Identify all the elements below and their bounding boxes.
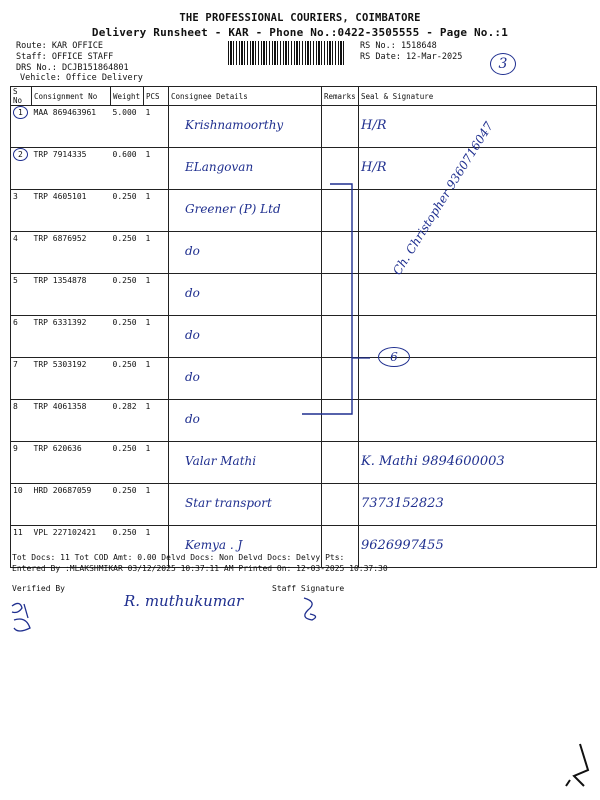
row-sno: 2 <box>13 148 28 161</box>
row-sno: 9 <box>13 444 18 453</box>
company-title: THE PROFESSIONAL COURIERS, COIMBATORE <box>179 12 421 24</box>
row-weight: 0.250 <box>112 528 137 537</box>
table-row <box>11 484 597 526</box>
row-weight: 5.000 <box>112 108 137 117</box>
table-row <box>11 106 597 148</box>
drs-number: DRS No.: DCJB151864801 <box>16 63 129 73</box>
row-pcs: 1 <box>145 444 151 453</box>
row-weight: 0.250 <box>112 444 137 453</box>
row-weight: 0.250 <box>112 276 137 285</box>
row-pcs: 1 <box>145 192 151 201</box>
row-weight: 0.600 <box>112 150 137 159</box>
row-consignment-no: MAA 869463961 <box>33 108 97 117</box>
row-sno: 4 <box>13 234 18 243</box>
row-signature: 7373152823 <box>361 496 444 511</box>
row-pcs: 1 <box>145 150 151 159</box>
row-consignee: Krishnamoorthy <box>185 118 284 132</box>
row-consignment-no: TRP 4605101 <box>33 192 87 201</box>
entered-by-line: Entered By :MLAKSHMIKAR 03/12/2025 10:37:11 AM Printed On: 12-03-2025 10:37:30 <box>12 564 388 573</box>
verified-by-label: Verified By <box>12 584 65 593</box>
vehicle-label: Vehicle: Office Delivery <box>20 73 143 83</box>
col-consignment: Consignment No <box>32 87 111 106</box>
row-consignee: Greener (P) Ltd <box>185 202 281 216</box>
runsheet-subtitle: Delivery Runsheet - KAR - Phone No.:0422-3505555 - Page No.:1 <box>91 26 509 39</box>
row-consignee: do <box>185 328 200 342</box>
totals-line: Tot Docs: 11 Tot COD Amt: 0.00 Delvd Docs: Non Delvd Docs: Delvy Pts: <box>12 553 345 562</box>
row-pcs: 1 <box>145 486 151 495</box>
col-remarks: Remarks <box>322 87 359 106</box>
row-weight: 0.250 <box>112 486 137 495</box>
row-weight: 0.250 <box>112 234 137 243</box>
row-consignee: do <box>185 244 200 258</box>
barcode-icon <box>228 41 344 65</box>
row-sno: 11 <box>13 528 23 537</box>
row-consignee: Star transport <box>185 496 272 510</box>
row-pcs: 1 <box>145 276 151 285</box>
row-sno: 1 <box>13 106 28 119</box>
circled-bracket-note: 6 <box>378 347 410 367</box>
row-weight: 0.250 <box>112 318 137 327</box>
row-signature: K. Mathi 9894600003 <box>361 454 505 469</box>
row-weight: 0.250 <box>112 192 137 201</box>
row-consignee: ELangovan <box>185 160 254 174</box>
route-label: Route: KAR OFFICE <box>16 41 103 51</box>
row-sno: 5 <box>13 276 18 285</box>
col-weight: Weight <box>111 87 144 106</box>
table-row <box>11 442 597 484</box>
staff-label: Staff: OFFICE STAFF <box>16 52 114 62</box>
row-consignment-no: TRP 6876952 <box>33 234 87 243</box>
table-header-row <box>11 87 597 106</box>
row-sno: 8 <box>13 402 18 411</box>
row-sno: 7 <box>13 360 18 369</box>
row-consignee: Valar Mathi <box>185 454 257 468</box>
row-consignee: do <box>185 412 200 426</box>
row-signature: 9626997455 <box>361 538 444 553</box>
row-pcs: 1 <box>145 108 151 117</box>
col-sno: S No <box>11 87 32 106</box>
staff-signature-label: Staff Signature <box>272 584 345 593</box>
row-signature: H/R <box>361 160 387 175</box>
row-consignment-no: HRD 20687059 <box>33 486 92 495</box>
row-pcs: 1 <box>145 402 151 411</box>
staff-signature-icon <box>296 594 326 624</box>
verified-initials-icon <box>8 598 48 638</box>
row-weight: 0.282 <box>112 402 137 411</box>
verifier-signature: R. muthukumar <box>124 592 244 610</box>
row-consignee: do <box>185 286 200 300</box>
row-consignment-no: TRP 6331392 <box>33 318 87 327</box>
row-consignment-no: TRP 5303192 <box>33 360 87 369</box>
row-consignee: Kemya . J <box>185 538 243 552</box>
row-pcs: 1 <box>145 318 151 327</box>
row-consignment-no: VPL 227102421 <box>33 528 97 537</box>
bracket-mark <box>290 180 370 420</box>
col-pcs: PCS <box>144 87 169 106</box>
row-consignment-no: TRP 4061358 <box>33 402 87 411</box>
col-signature: Seal & Signature <box>359 87 597 106</box>
side-note: Ch. Christopher 9360716047 <box>390 119 497 278</box>
row-sno: 3 <box>13 192 18 201</box>
corner-mark-icon <box>560 740 598 790</box>
rs-date: RS Date: 12-Mar-2025 <box>360 52 463 62</box>
col-consignee: Consignee Details <box>169 87 322 106</box>
row-pcs: 1 <box>145 528 151 537</box>
row-pcs: 1 <box>145 234 151 243</box>
row-sno: 6 <box>13 318 18 327</box>
circled-page-count: 3 <box>490 53 516 75</box>
row-sno: 10 <box>13 486 23 495</box>
row-consignment-no: TRP 7914335 <box>33 150 87 159</box>
row-consignee: do <box>185 370 200 384</box>
row-consignment-no: TRP 620636 <box>33 444 82 453</box>
row-consignment-no: TRP 1354878 <box>33 276 87 285</box>
rs-number: RS No.: 1518648 <box>360 41 437 51</box>
row-weight: 0.250 <box>112 360 137 369</box>
row-pcs: 1 <box>145 360 151 369</box>
row-signature: H/R <box>361 118 387 133</box>
